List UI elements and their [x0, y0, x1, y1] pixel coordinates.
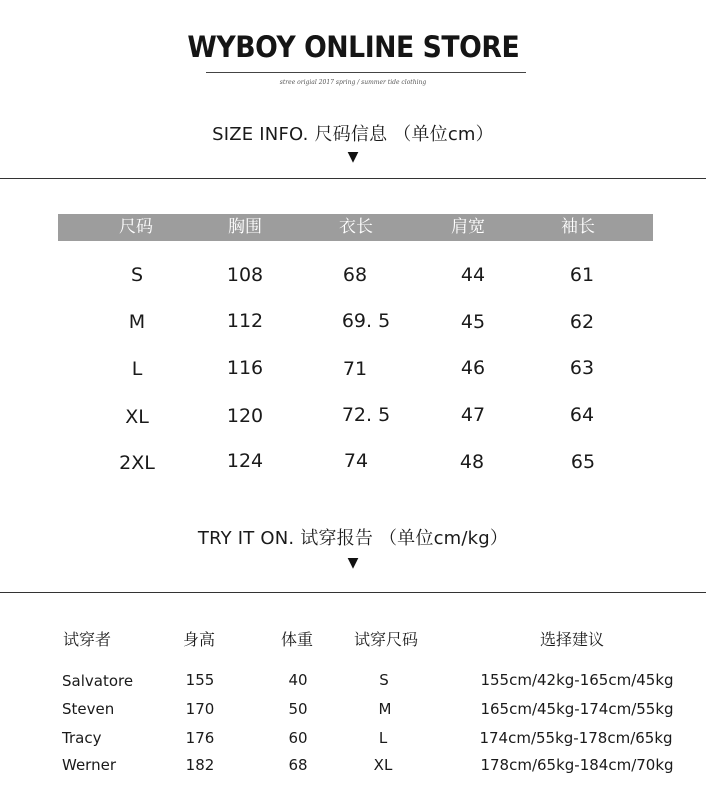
- tried-size-cell: L: [378, 729, 388, 747]
- header-sleeve: 袖长: [561, 217, 595, 237]
- weight-cell: 68: [288, 756, 308, 774]
- length-cell: 72. 5: [341, 404, 391, 426]
- shoulder-cell: 46: [460, 357, 486, 379]
- down-arrow-icon: ▼: [347, 149, 359, 165]
- header-recommendation: 选择建议: [539, 630, 605, 649]
- size-cell: L: [131, 358, 143, 380]
- tried-size-cell: S: [379, 671, 389, 689]
- chest-cell: 112: [226, 310, 264, 332]
- header-height: 身高: [182, 630, 216, 649]
- size-cell: XL: [125, 406, 149, 428]
- shoulder-cell: 47: [460, 404, 486, 426]
- try-on-title: TRY IT ON. 试穿报告 （单位cm/kg）: [197, 528, 509, 549]
- weight-cell: 60: [288, 729, 308, 747]
- chest-cell: 124: [226, 450, 264, 472]
- weight-cell: 40: [288, 671, 308, 689]
- chest-cell: 108: [226, 264, 264, 286]
- tester-name: Salvatore: [62, 672, 134, 690]
- store-name: WYBOY ONLINE STORE: [187, 30, 519, 64]
- tester-name: Werner: [62, 756, 116, 774]
- recommendation-cell: 178cm/65kg-184cm/70kg: [480, 756, 674, 774]
- chest-cell: 120: [226, 405, 264, 427]
- store-tagline: stree origial 2017 spring / summer tide clothing: [279, 79, 427, 86]
- length-cell: 69. 5: [341, 310, 391, 332]
- shoulder-cell: 48: [459, 451, 485, 473]
- sleeve-cell: 61: [569, 264, 595, 286]
- brand-header: [0, 30, 706, 64]
- height-cell: 170: [185, 700, 215, 718]
- tester-name: Tracy: [62, 729, 102, 747]
- recommendation-cell: 155cm/42kg-165cm/45kg: [480, 671, 674, 689]
- size-info-title: SIZE INFO. 尺码信息 （单位cm）: [212, 124, 494, 145]
- height-cell: 176: [185, 729, 215, 747]
- size-cell: M: [128, 311, 146, 333]
- header-tester: 试穿者: [62, 630, 112, 649]
- height-cell: 155: [185, 671, 215, 689]
- header-size: 尺码: [119, 217, 153, 237]
- tried-size-cell: XL: [373, 756, 393, 774]
- sleeve-cell: 63: [569, 357, 595, 379]
- height-cell: 182: [185, 756, 215, 774]
- recommendation-cell: 174cm/55kg-178cm/65kg: [479, 729, 673, 747]
- sleeve-cell: 62: [569, 311, 595, 333]
- header-weight: 体重: [280, 630, 314, 649]
- shoulder-cell: 44: [460, 264, 486, 286]
- length-cell: 68: [342, 264, 368, 286]
- header-chest: 胸围: [228, 217, 262, 237]
- down-arrow-icon: ▼: [347, 555, 359, 571]
- header-shoulder: 肩宽: [451, 217, 485, 237]
- size-cell: 2XL: [119, 452, 155, 474]
- size-cell: S: [130, 264, 144, 286]
- sleeve-cell: 65: [570, 451, 596, 473]
- length-cell: 74: [343, 450, 369, 472]
- recommendation-cell: 165cm/45kg-174cm/55kg: [480, 700, 674, 718]
- shoulder-cell: 45: [460, 311, 486, 333]
- sleeve-cell: 64: [569, 404, 595, 426]
- size-table-header: [58, 214, 653, 241]
- try-section-divider: [0, 592, 706, 593]
- size-section-divider: [0, 178, 706, 179]
- tester-name: Steven: [62, 700, 115, 718]
- header-tried-size: 试穿尺码: [353, 630, 419, 649]
- length-cell: 71: [342, 358, 368, 380]
- weight-cell: 50: [288, 700, 308, 718]
- brand-underline: [206, 72, 526, 73]
- header-length: 衣长: [339, 217, 373, 237]
- tried-size-cell: M: [378, 700, 392, 718]
- chest-cell: 116: [226, 357, 264, 379]
